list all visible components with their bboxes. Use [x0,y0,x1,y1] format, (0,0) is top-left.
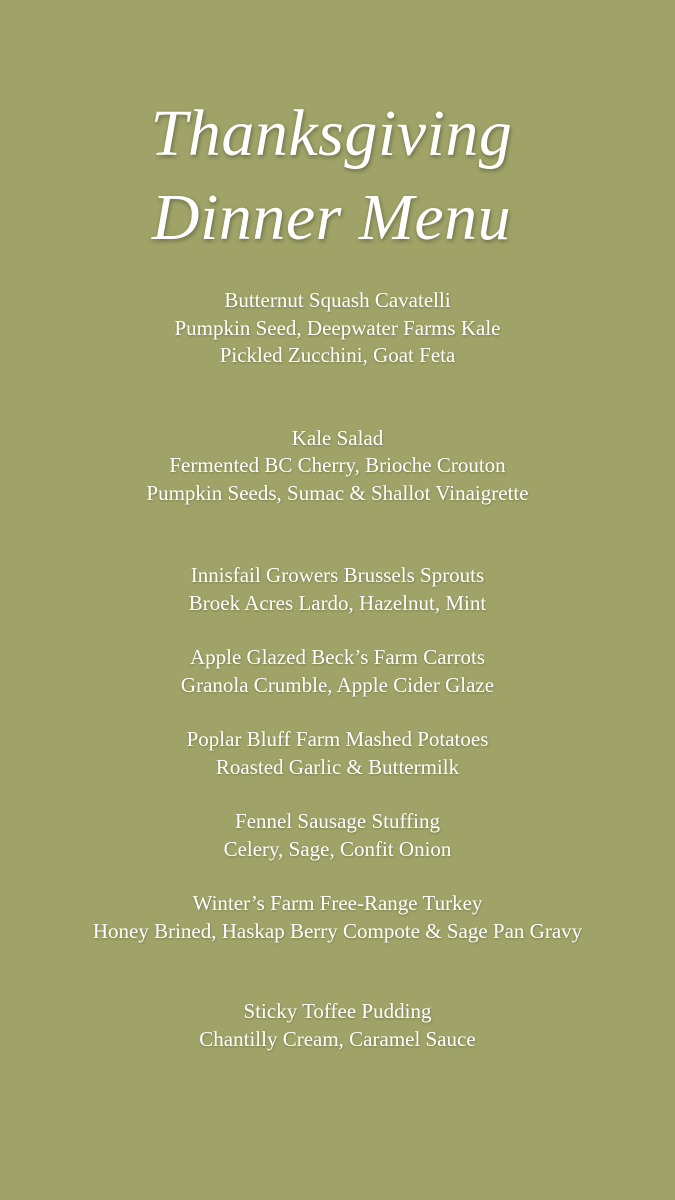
course-line: Broek Acres Lardo, Hazelnut, Mint [188,590,487,615]
course-list [0,287,675,1053]
course-turkey [0,890,675,945]
course-line: Fennel Sausage Stuffing [235,809,440,833]
course-mashed-potatoes [0,726,675,781]
course-line: Winter’s Farm Free-Range Turkey [192,891,483,915]
course-cavatelli [0,287,675,370]
course-line: Honey Brined, Haskap Berry Compote & Sage Pan Gravy [92,918,583,943]
course-line: Roasted Garlic & Buttermilk [215,754,460,779]
course-stuffing [0,808,675,863]
course-line: Pumpkin Seeds, Sumac & Shallot Vinaigrette [146,480,529,505]
course-line: Poplar Bluff Farm Mashed Potatoes [186,727,489,751]
course-line: Innisfail Growers Brussels Sprouts [190,563,485,587]
course-line: Granola Crumble, Apple Cider Glaze [180,672,495,697]
menu-title-line-1: Thanksgiving [150,97,513,170]
course-line: Fermented BC Cherry, Brioche Crouton [169,453,506,477]
menu-title [0,92,675,260]
course-brussels-sprouts [0,562,675,617]
course-carrots [0,644,675,699]
course-dessert [0,998,675,1053]
course-line: Sticky Toffee Pudding [243,999,432,1023]
course-line: Kale Salad [291,425,384,450]
course-line: Pickled Zucchini, Goat Feta [219,343,456,367]
course-line: Celery, Sage, Confit Onion [223,836,452,861]
course-line: Butternut Squash Cavatelli [224,288,451,312]
course-line: Chantilly Cream, Caramel Sauce [199,1026,476,1051]
course-line: Pumpkin Seed, Deepwater Farms Kale [174,315,501,340]
course-line: Apple Glazed Beck’s Farm Carrots [189,645,486,669]
menu-title-line-2: Dinner Menu [151,181,512,254]
course-kale-salad [0,425,675,508]
